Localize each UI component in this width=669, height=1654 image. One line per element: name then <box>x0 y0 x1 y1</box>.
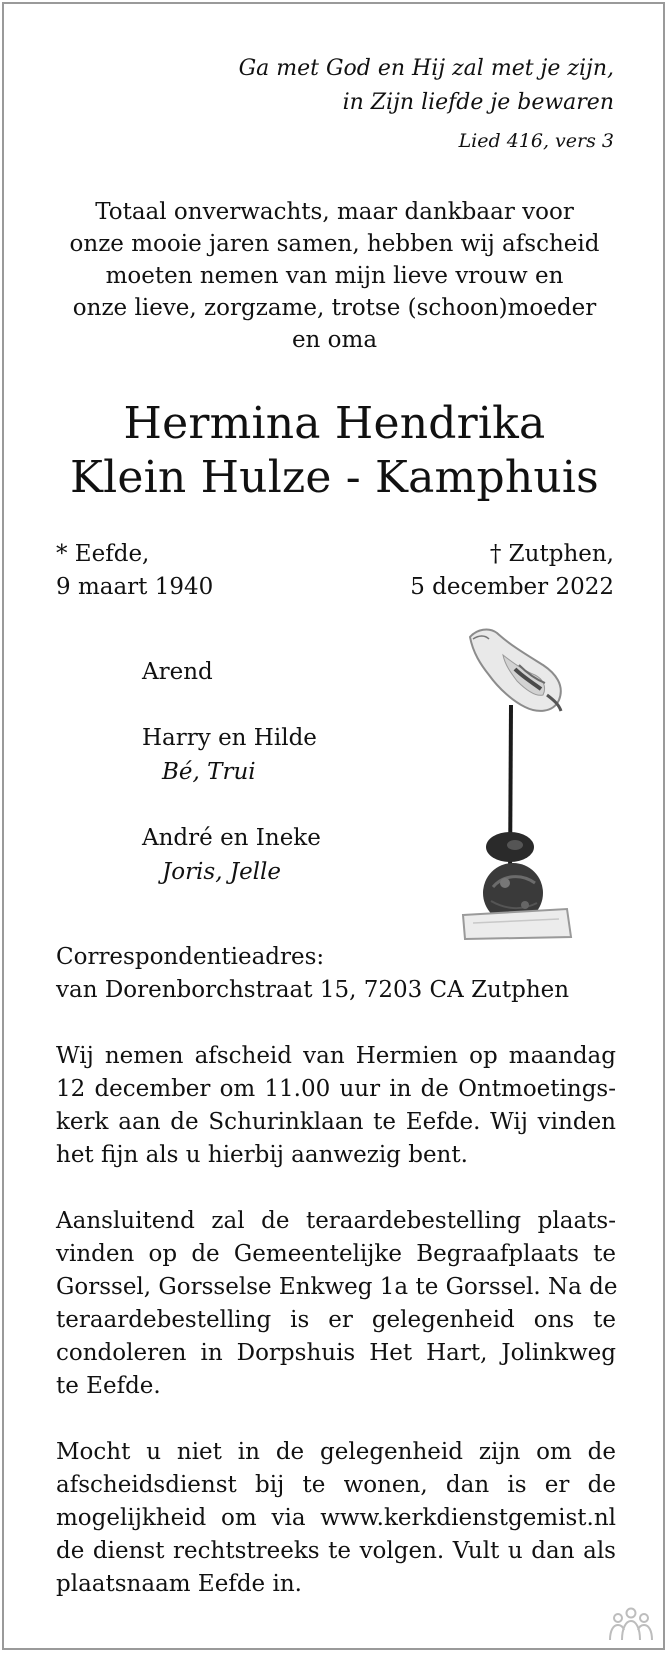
deceased-name-line-2: Klein Hulze - Kamphuis <box>70 452 599 503</box>
farewell-line-3: kerk aan de Schurinklaan te Eefde. Wij vinden <box>56 1109 616 1135</box>
farewell-line-4: het fijn als u hierbij aanwezig bent. <box>56 1142 468 1168</box>
intro-line-4: onze lieve, zorgzame, trotse (schoon)moeder <box>72 295 597 321</box>
farewell-paragraph <box>56 1040 616 1172</box>
family-spouse: Arend <box>142 659 213 685</box>
burial-paragraph <box>56 1205 616 1403</box>
online-line-4: de dienst rechtstreeks te volgen. Vult u dan als <box>56 1538 616 1564</box>
burial-line-6: te Eefde. <box>56 1373 161 1399</box>
intro-line-1: Totaal onverwachts, maar dankbaar voor <box>95 199 574 225</box>
quote-line-2: in Zijn liefde je bewaren <box>342 90 614 115</box>
birth-place: * Eefde, <box>56 541 150 567</box>
correspondence-address: van Dorenborchstraat 15, 7203 CA Zutphen <box>56 977 570 1003</box>
death-date: 5 december 2022 <box>410 574 614 600</box>
burial-line-4: teraardebestelling is er gelegenheid ons te <box>56 1307 616 1333</box>
death-place: † Zutphen, <box>489 541 614 567</box>
farewell-line-1: Wij nemen afscheid van Hermien op maandag <box>56 1043 616 1069</box>
burial-line-1: Aansluitend zal de teraardebestelling plaats- <box>56 1208 616 1234</box>
family-child-2: André en Ineke <box>142 825 321 851</box>
online-line-3: mogelijkheid om via www.kerkdienstgemist.nl <box>56 1505 616 1531</box>
family-child-1: Harry en Hilde <box>142 725 317 751</box>
online-line-2: afscheidsdienst bij te wonen, dan is er de <box>56 1472 616 1498</box>
intro-line-2: onze mooie jaren samen, hebben wij afscheid <box>69 231 600 257</box>
online-line-5: plaatsnaam Eefde in. <box>56 1571 302 1597</box>
burial-line-3: Gorssel, Gorsselse Enkweg 1a te Gorssel. Na de <box>56 1274 618 1300</box>
dove-sculpture-icon <box>455 625 595 940</box>
birth-date: 9 maart 1940 <box>56 574 214 600</box>
burial-line-5: condoleren in Dorpshuis Het Hart, Jolinkweg <box>56 1340 616 1366</box>
online-paragraph <box>56 1436 616 1601</box>
farewell-line-2: 12 december om 11.00 uur in de Ontmoetings- <box>56 1076 616 1102</box>
family-grandchildren-2: Joris, Jelle <box>162 859 281 885</box>
family-grandchildren-1: Bé, Trui <box>162 759 256 785</box>
people-group-icon <box>608 1606 654 1642</box>
intro-line-5: en oma <box>291 327 378 353</box>
online-line-1: Mocht u niet in de gelegenheid zijn om de <box>56 1439 616 1465</box>
quote-line-1: Ga met God en Hij zal met je zijn, <box>238 56 614 81</box>
correspondence-label: Correspondentieadres: <box>56 944 325 970</box>
intro-line-3: moeten nemen van mijn lieve vrouw en <box>105 263 564 289</box>
quote-reference: Lied 416, vers 3 <box>458 130 614 152</box>
deceased-name-line-1: Hermina Hendrika <box>123 398 546 449</box>
burial-line-2: vinden op de Gemeentelijke Begraafplaats te <box>56 1241 616 1267</box>
